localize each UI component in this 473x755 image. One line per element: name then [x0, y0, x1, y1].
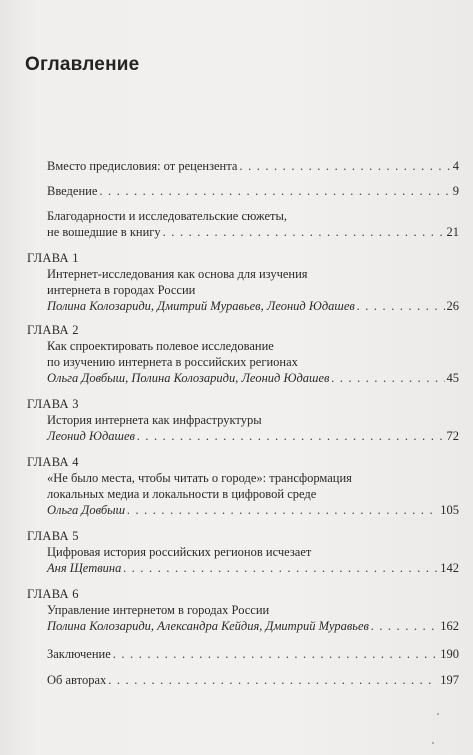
chapter-2-title-line1: Как спроектировать полевое исследование [47, 339, 274, 353]
chapter-4-title-line2: локальных медиа и локальности в цифровой среде [47, 487, 317, 501]
page-number: 9 [452, 184, 459, 198]
chapter-authors: Ольга Довбыш [47, 503, 126, 517]
page-number: 26 [446, 299, 459, 313]
page-number: 190 [440, 647, 459, 661]
entry-text: Введение [47, 184, 98, 198]
leader-dots [137, 429, 445, 444]
chapter-label-5: ГЛАВА 5 [27, 529, 79, 543]
leader-dots [331, 371, 444, 386]
chapter-authors: Полина Колозариди, Дмитрий Муравьев, Леонид Юдашев [47, 299, 355, 313]
chapter-authors: Полина Колозариди, Александра Кейдия, Дмитрий Муравьев [47, 619, 369, 633]
chapter-authors: Аня Щетвина [47, 561, 122, 575]
chapter-label-4: ГЛАВА 4 [27, 455, 79, 469]
page-number: 21 [446, 225, 459, 239]
leader-dots [163, 225, 445, 240]
chapter-6-title-line1: Управление интернетом в городах России [47, 603, 270, 617]
chapter-label-2: ГЛАВА 2 [27, 323, 79, 337]
toc-entry-about-authors [47, 673, 459, 688]
chapter-authors: Леонид Юдашев [47, 429, 135, 443]
leader-dots [239, 159, 450, 174]
page-number: 197 [440, 673, 459, 687]
paper-speck [432, 742, 434, 744]
chapter-1-title-line1: Интернет-исследования как основа для изучения [47, 267, 308, 281]
toc-entry-conclusion [47, 647, 459, 662]
entry-text: Об авторах [47, 673, 107, 687]
chapter-3-title-line1: История интернета как инфраструктуры [47, 413, 262, 427]
page-title: Оглавление [25, 54, 140, 75]
page-number: 162 [440, 619, 459, 633]
chapter-2-title-line2: по изучению интернета в российских регионах [47, 355, 298, 369]
leader-dots [99, 184, 450, 199]
page-number: 142 [440, 561, 459, 575]
entry-text: Заключение [47, 647, 111, 661]
chapter-5-title-line1: Цифровая история российских регионов исчезает [47, 545, 312, 559]
toc-entry-introduction [47, 184, 459, 199]
chapter-4-authors-row [47, 503, 459, 518]
toc-entry-foreword [47, 159, 459, 174]
paper-speck [437, 713, 439, 715]
leader-dots [127, 503, 438, 518]
leader-dots [371, 619, 438, 634]
entry-text: Вместо предисловия: от рецензента [47, 159, 238, 173]
chapter-6-authors-row [47, 619, 459, 634]
chapter-label-1: ГЛАВА 1 [27, 251, 79, 265]
page-number: 4 [452, 159, 459, 173]
chapter-2-authors-row [47, 371, 459, 386]
page-number: 72 [446, 429, 459, 443]
page-number: 105 [440, 503, 459, 517]
chapter-authors: Ольга Довбыш, Полина Колозариди, Леонид Юдашев [47, 371, 330, 385]
chapter-4-title-line1: «Не было места, чтобы читать о городе»: трансформация [47, 471, 352, 485]
chapter-label-6: ГЛАВА 6 [27, 587, 79, 601]
toc-entry-acknowledgements [47, 225, 459, 240]
chapter-1-authors-row [47, 299, 459, 314]
page-number: 45 [446, 371, 459, 385]
entry-text: не вошедшие в книгу [47, 225, 161, 239]
chapter-label-3: ГЛАВА 3 [27, 397, 79, 411]
chapter-1-title-line2: интернета в городах России [47, 283, 196, 297]
chapter-5-authors-row [47, 561, 459, 576]
chapter-3-authors-row [47, 429, 459, 444]
leader-dots [113, 647, 439, 662]
leader-dots [123, 561, 438, 576]
leader-dots [357, 299, 445, 314]
leader-dots [108, 673, 438, 688]
toc-entry-acknowledgements-line1: Благодарности и исследовательские сюжеты, [47, 209, 288, 223]
